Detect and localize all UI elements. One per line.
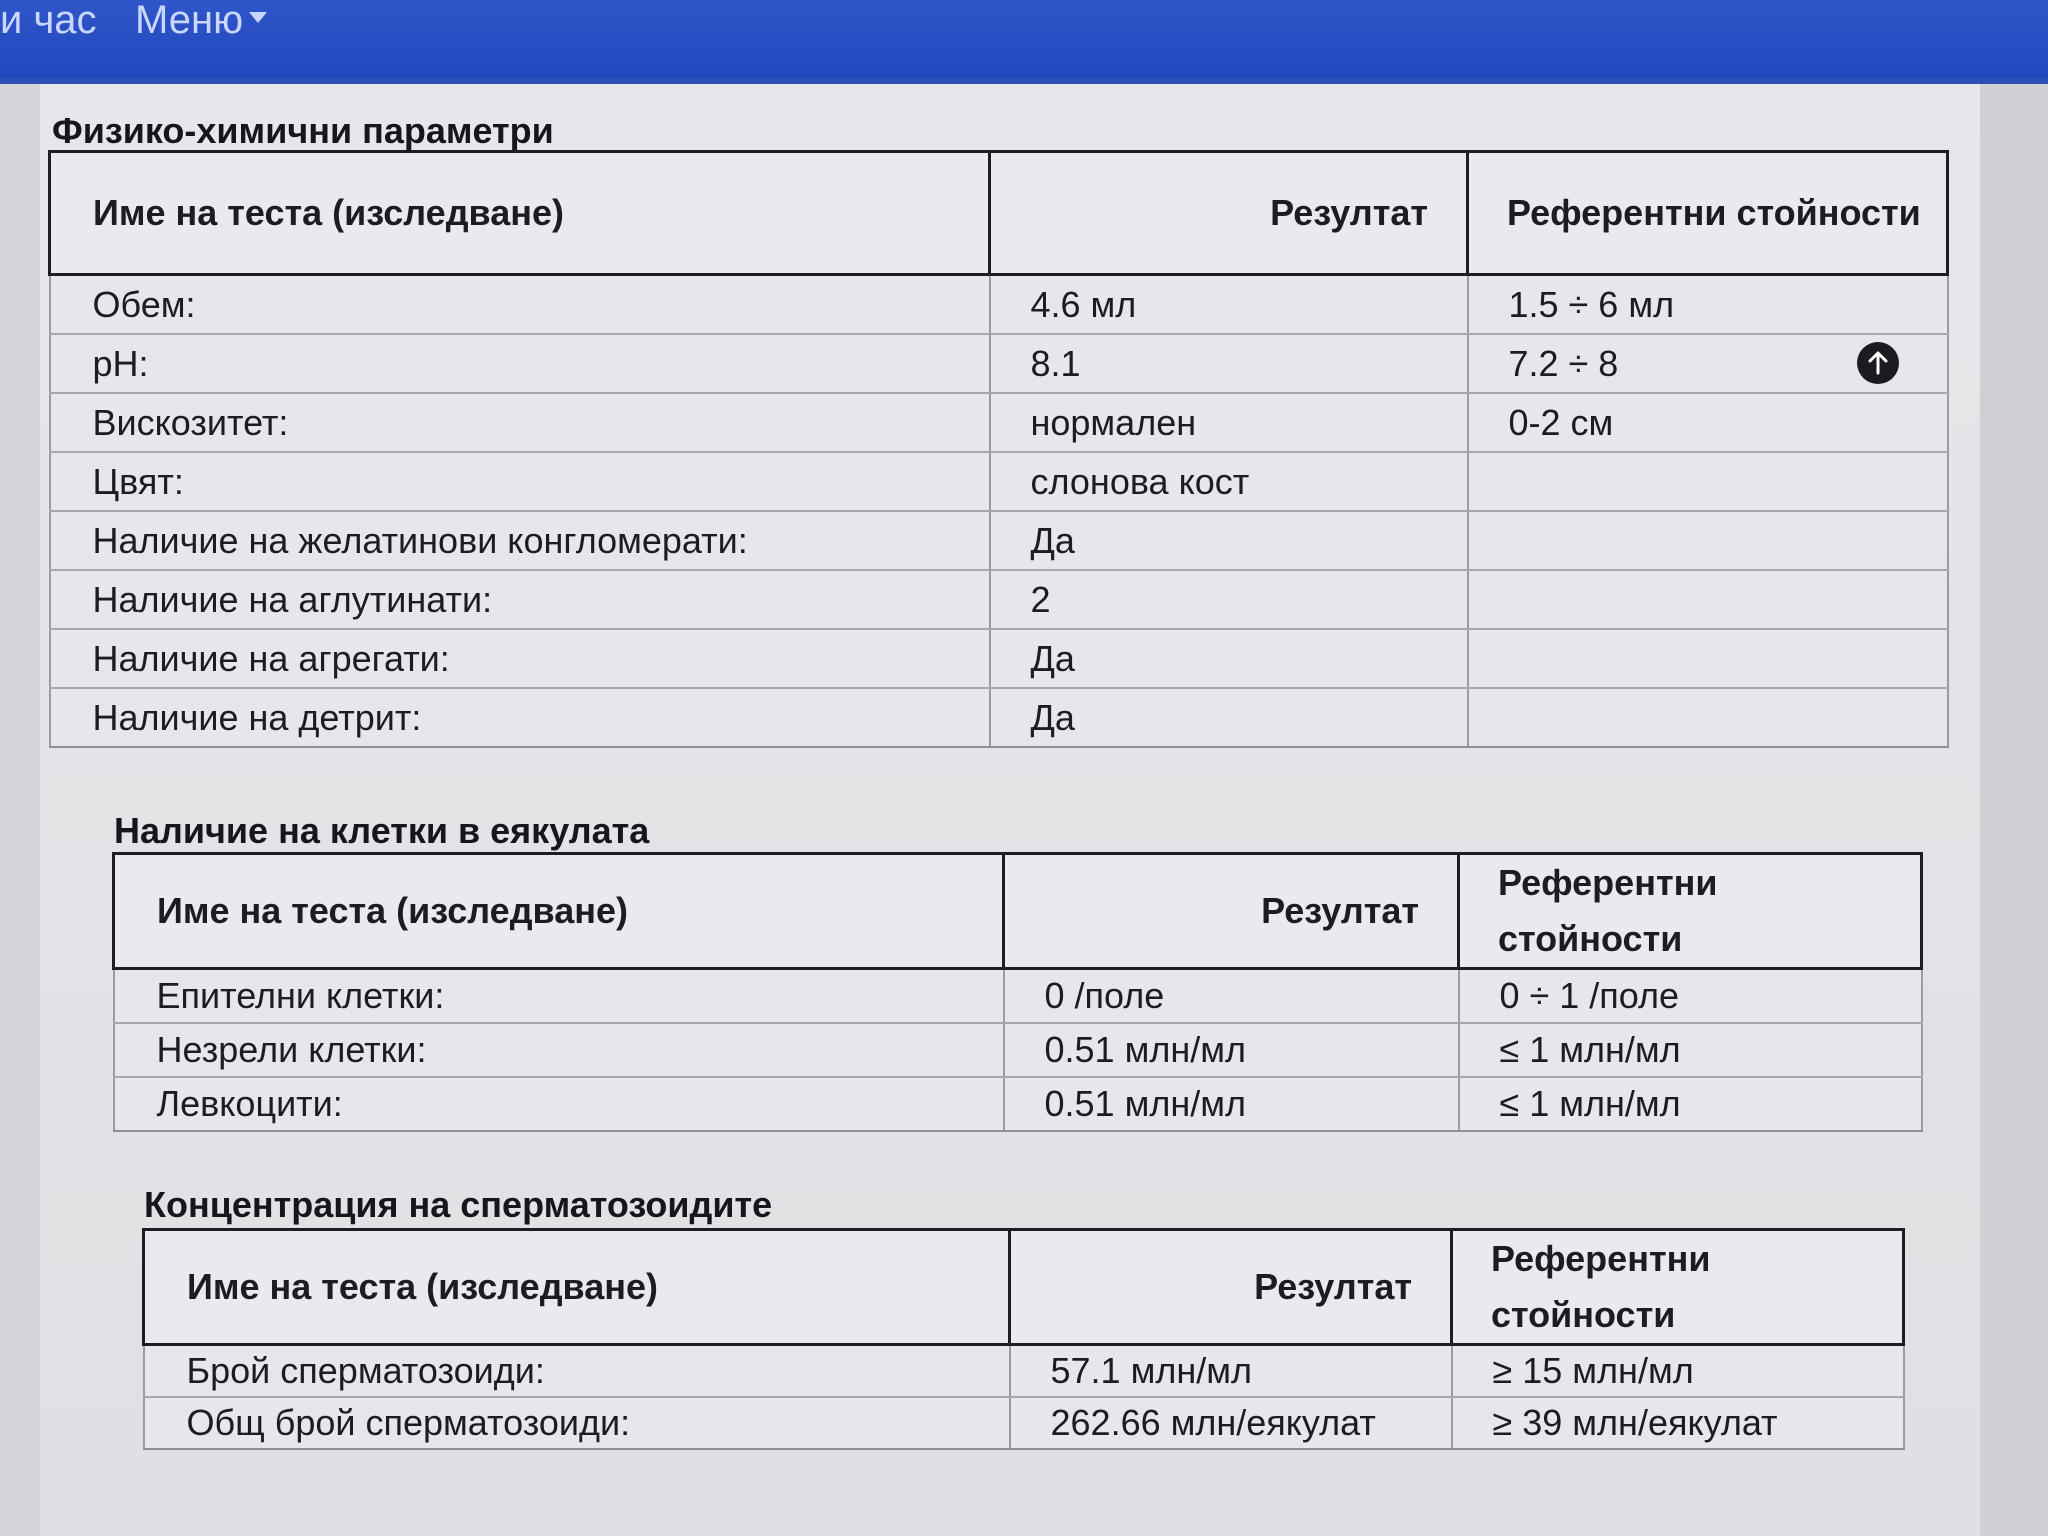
result-cell: 4.6 мл bbox=[990, 275, 1468, 335]
reference-cell: ≥ 39 млн/еякулат bbox=[1452, 1397, 1904, 1449]
table-row bbox=[50, 275, 1948, 335]
reference-cell: ≤ 1 млн/мл bbox=[1459, 1077, 1922, 1131]
reference-cell-with-flag bbox=[1468, 334, 1948, 393]
test-name-cell: Епителни клетки: bbox=[114, 969, 1004, 1024]
table-row bbox=[50, 511, 1948, 570]
reference-cell: 0-2 см bbox=[1468, 393, 1948, 452]
result-cell: 0.51 млн/мл bbox=[1004, 1023, 1459, 1077]
table-header-row bbox=[50, 152, 1948, 275]
table-row bbox=[50, 688, 1948, 747]
table-row bbox=[114, 1023, 1922, 1077]
section-title-cells: Наличие на клетки в еякулата bbox=[114, 810, 650, 851]
reference-cell: 1.5 ÷ 6 мл bbox=[1468, 275, 1948, 335]
result-cell: 8.1 bbox=[990, 334, 1468, 393]
test-name-cell: Обем: bbox=[50, 275, 990, 335]
table-row bbox=[114, 969, 1922, 1024]
column-header-result: Резултат bbox=[1004, 854, 1459, 969]
reference-cell bbox=[1468, 452, 1948, 511]
column-header-result: Резултат bbox=[990, 152, 1468, 275]
reference-value: 7.2 ÷ 8 bbox=[1508, 342, 1619, 384]
table-row bbox=[114, 1077, 1922, 1131]
column-header-test-name: Име на теста (изследване) bbox=[50, 152, 990, 275]
table-row bbox=[144, 1345, 1904, 1398]
test-name-cell: Наличие на детрит: bbox=[50, 688, 990, 747]
table-row bbox=[50, 629, 1948, 688]
result-cell: 0.51 млн/мл bbox=[1004, 1077, 1459, 1131]
reference-cell bbox=[1468, 688, 1948, 747]
test-name-cell: Брой сперматозоиди: bbox=[144, 1345, 1010, 1398]
table-row bbox=[50, 452, 1948, 511]
column-header-reference: Референтни стойности bbox=[1452, 1230, 1904, 1345]
result-cell: Да bbox=[990, 511, 1468, 570]
column-header-test-name: Име на теста (изследване) bbox=[144, 1230, 1010, 1345]
result-cell: нормален bbox=[990, 393, 1468, 452]
result-cell: слонова кост bbox=[990, 452, 1468, 511]
physicochemical-table bbox=[48, 150, 1949, 748]
top-navigation-bar bbox=[0, 0, 2048, 84]
table-row bbox=[144, 1397, 1904, 1449]
result-cell: Да bbox=[990, 629, 1468, 688]
test-name-cell: Наличие на агрегати: bbox=[50, 629, 990, 688]
table-row bbox=[50, 393, 1948, 452]
table-header-row bbox=[114, 854, 1922, 969]
table-row bbox=[50, 334, 1948, 393]
result-cell: Да bbox=[990, 688, 1468, 747]
test-name-cell: Незрели клетки: bbox=[114, 1023, 1004, 1077]
test-name-cell: Левкоцити: bbox=[114, 1077, 1004, 1131]
nav-menu-label: Меню bbox=[135, 0, 244, 42]
result-cell: 0 /поле bbox=[1004, 969, 1459, 1024]
result-cell: 262.66 млн/еякулат bbox=[1010, 1397, 1452, 1449]
column-header-test-name: Име на теста (изследване) bbox=[114, 854, 1004, 969]
result-cell: 2 bbox=[990, 570, 1468, 629]
section-title-physicochemical: Физико-химични параметри bbox=[52, 110, 554, 151]
reference-cell: 0 ÷ 1 /поле bbox=[1459, 969, 1922, 1024]
reference-cell bbox=[1468, 511, 1948, 570]
test-name-cell: Наличие на желатинови конгломерати: bbox=[50, 511, 990, 570]
cells-table bbox=[112, 852, 1923, 1132]
test-name-cell: Общ брой сперматозоиди: bbox=[144, 1397, 1010, 1449]
test-name-cell: pH: bbox=[50, 334, 990, 393]
result-cell: 57.1 млн/мл bbox=[1010, 1345, 1452, 1398]
page-gutter bbox=[1980, 84, 2048, 1536]
reference-cell: ≥ 15 млн/мл bbox=[1452, 1345, 1904, 1398]
test-name-cell: Наличие на аглутинати: bbox=[50, 570, 990, 629]
column-header-reference: Референтни стойности bbox=[1459, 854, 1922, 969]
arrow-up-circle-icon bbox=[1857, 342, 1899, 384]
reference-cell bbox=[1468, 570, 1948, 629]
nav-menu-dropdown[interactable] bbox=[135, 0, 267, 40]
concentration-table bbox=[142, 1228, 1905, 1450]
reference-cell: ≤ 1 млн/мл bbox=[1459, 1023, 1922, 1077]
column-header-reference: Референтни стойности bbox=[1468, 152, 1948, 275]
test-name-cell: Вискозитет: bbox=[50, 393, 990, 452]
chevron-down-icon bbox=[249, 12, 267, 23]
test-name-cell: Цвят: bbox=[50, 452, 990, 511]
section-title-concentration: Концентрация на сперматозоидите bbox=[144, 1184, 773, 1225]
table-row bbox=[50, 570, 1948, 629]
reference-cell bbox=[1468, 629, 1948, 688]
column-header-result: Резултат bbox=[1010, 1230, 1452, 1345]
table-header-row bbox=[144, 1230, 1904, 1345]
nav-time-link[interactable]: и час bbox=[0, 0, 97, 42]
